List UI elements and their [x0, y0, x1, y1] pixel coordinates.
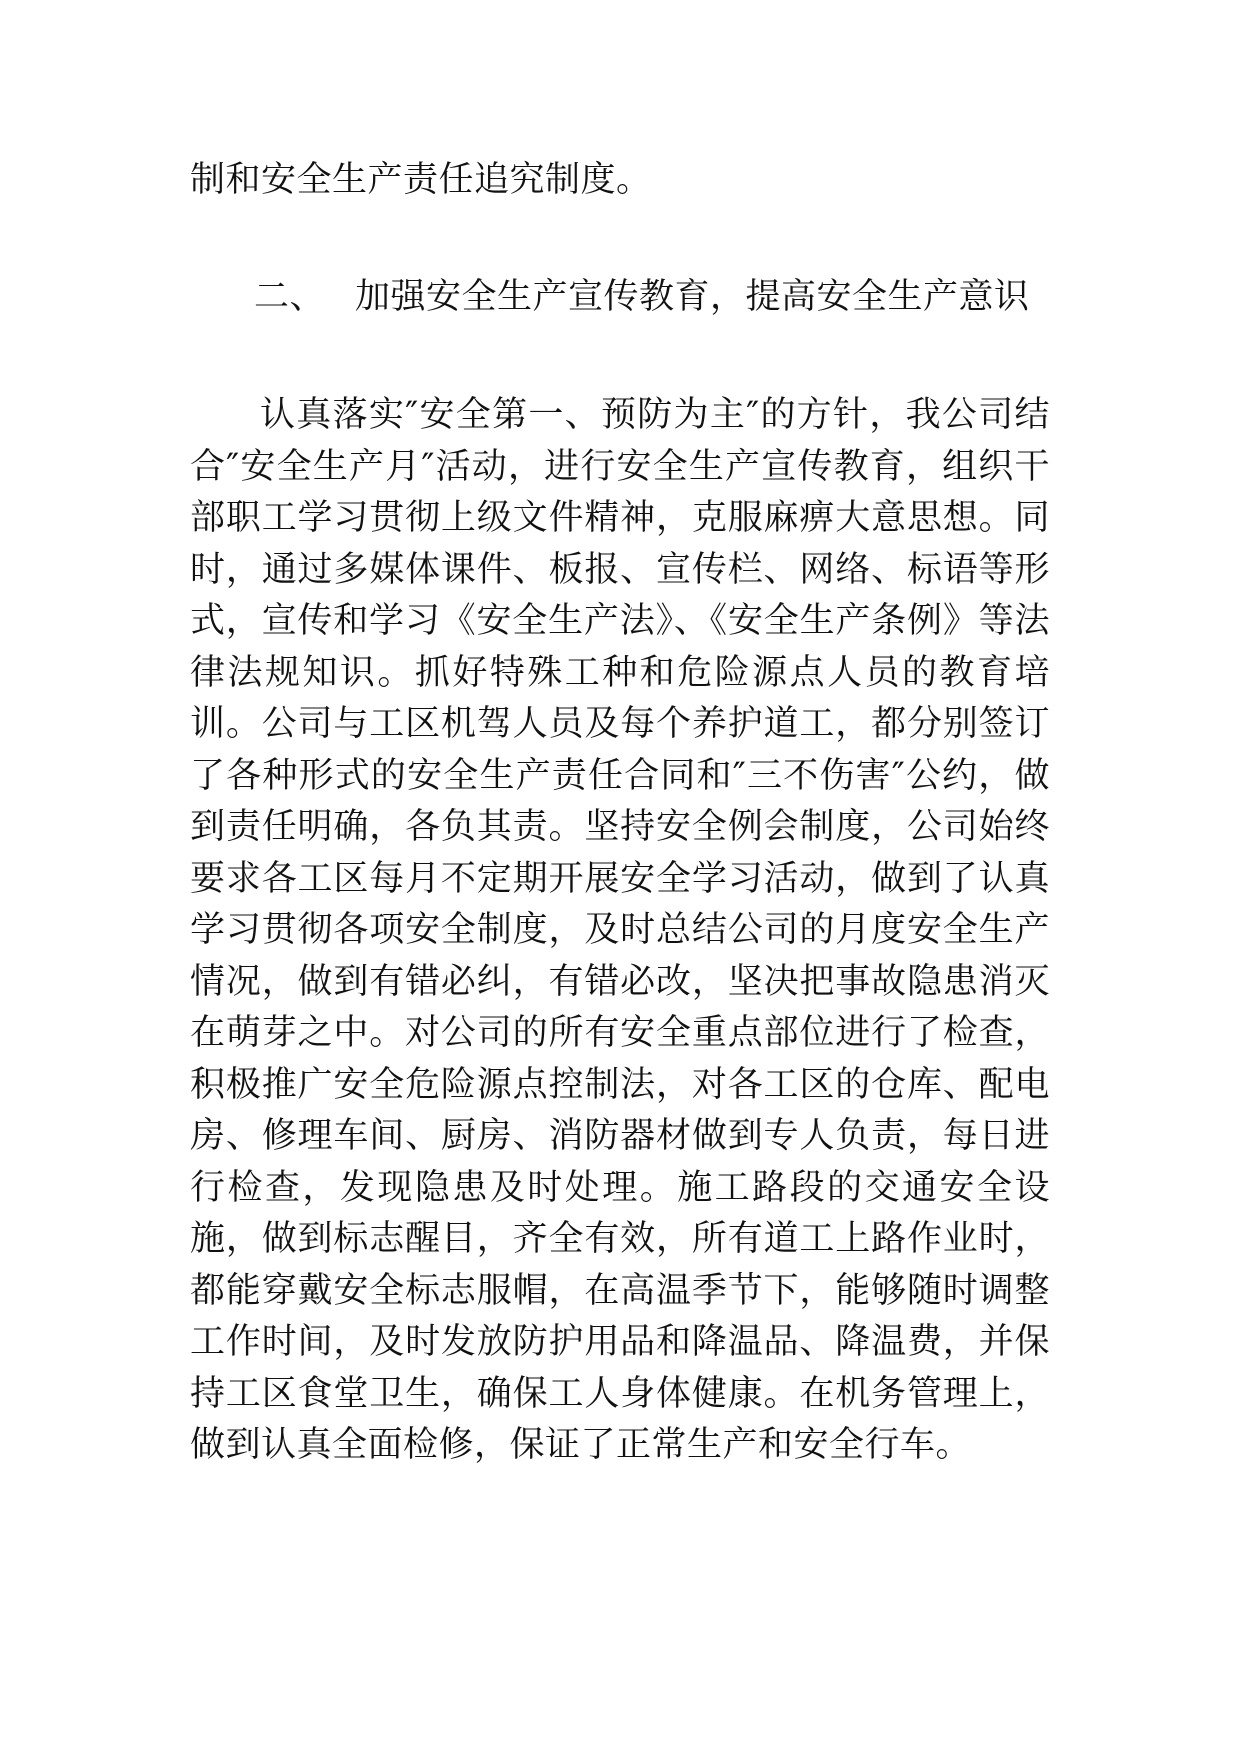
continuation-line: 制和安全生产责任追究制度。 [190, 160, 652, 200]
section-title: 加强安全生产宣传教育，提高安全生产意识 [355, 277, 1030, 317]
body-paragraph: 认真落实″安全第一、预防为主″的方针，我公司结合″安全生产月″活动，进行安全生产宣传教育，组织干部职工学习贯彻上级文件精神，克服麻痹大意思想。同时，通过多媒体课件、板报、宣传栏、网络、标语等形式，宣传和学习《安全生产法》、《安全生产条例》等法律法规知识。抓好特殊工种和危险源点人员的教育培训。公司与工区机驾人员及每个养护道工，都分别签订了各种形式的安全生产责任合同和″三不伤害″公约，做到责任明确，各负其责。坚持安全例会制度，公司始终要求各工区每月不定期开展安全学习活动，做到了认真学习贯彻各项安全制度，及时总结公司的月度安全生产情况，做到有错必纠，有错必改，坚决把事故隐患消灭在萌芽之中。对公司的所有安全重点部位进行了检查，积极推广安全危险源点控制法，对各工区的仓库、配电房、修理车间、厨房、消防器材做到专人负责，每日进行检查，发现隐患及时处理。施工路段的交通安全设施，做到标志醒目，齐全有效，所有道工上路作业时，都能穿戴安全标志服帽，在高温季节下，能够随时调整工作时间，及时发放防护用品和降温品、降温费，并保持工区食堂卫生，确保工人身体健康。在机务管理上，做到认真全面检修，保证了正常生产和安全行车。 [190, 395, 1050, 1465]
section-heading [254, 272, 1054, 324]
section-number: 二、 [254, 277, 326, 317]
